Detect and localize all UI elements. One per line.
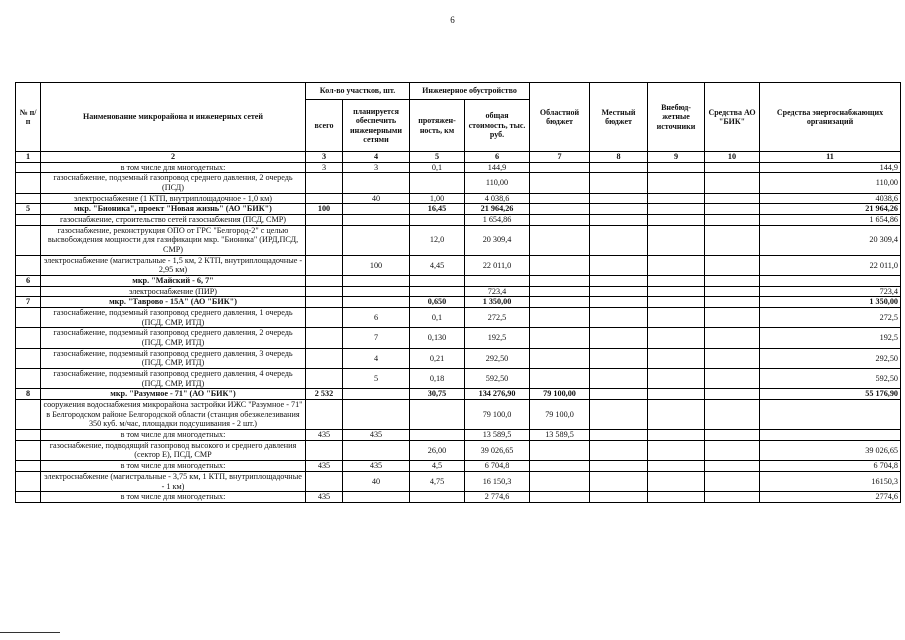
- header-local: Местный бюджет: [590, 83, 648, 152]
- offbudget-cell: [648, 440, 705, 460]
- row-number-cell: [16, 173, 41, 193]
- offbudget-cell: [648, 492, 705, 503]
- regional-budget-cell: [530, 328, 590, 348]
- plots-total-cell: 3: [306, 162, 343, 173]
- bik-funds-cell: [705, 430, 760, 441]
- offbudget-cell: [648, 400, 705, 430]
- row-number-cell: [16, 328, 41, 348]
- plots-total-cell: 435: [306, 461, 343, 472]
- energy-funds-cell: 2774,6: [760, 492, 901, 503]
- row-name-cell: газоснабжение, подземный газопровод среднего давления, 1 очередь (ПСД, СМР, ИТД): [41, 308, 306, 328]
- row-name-cell: газоснабжение, подземный газопровод среднего давления, 3 очередь (ПСД, СМР, ИТД): [41, 348, 306, 368]
- local-budget-cell: [590, 492, 648, 503]
- bik-funds-cell: [705, 255, 760, 275]
- regional-budget-cell: 79 100,00: [530, 389, 590, 400]
- length-cell: 0,1: [410, 162, 465, 173]
- header-offbudget: Внебюд-жетные источники: [648, 83, 705, 152]
- index-cell: 4: [343, 152, 410, 163]
- table-row: [16, 286, 901, 297]
- header-plots-group: Кол-во участков, шт.: [306, 83, 410, 100]
- length-cell: 4,5: [410, 461, 465, 472]
- local-budget-cell: [590, 276, 648, 287]
- offbudget-cell: [648, 193, 705, 204]
- table-body: [16, 152, 901, 503]
- table-row: [16, 440, 901, 460]
- regional-budget-cell: [530, 471, 590, 491]
- plots-total-cell: [306, 193, 343, 204]
- offbudget-cell: [648, 430, 705, 441]
- bik-funds-cell: [705, 173, 760, 193]
- row-name-cell: газоснабжение, подземный газопровод среднего давления, 4 очередь (ПСД, СМР, ИТД): [41, 369, 306, 389]
- row-number-cell: 7: [16, 297, 41, 308]
- cost-cell: 192,5: [465, 328, 530, 348]
- cost-cell: 79 100,0: [465, 400, 530, 430]
- length-cell: [410, 215, 465, 226]
- offbudget-cell: [648, 276, 705, 287]
- table-row: [16, 162, 901, 173]
- local-budget-cell: [590, 225, 648, 255]
- offbudget-cell: [648, 225, 705, 255]
- energy-funds-cell: 144,9: [760, 162, 901, 173]
- length-cell: [410, 492, 465, 503]
- offbudget-cell: [648, 215, 705, 226]
- index-cell: 10: [705, 152, 760, 163]
- regional-budget-cell: [530, 255, 590, 275]
- plots-planned-cell: [343, 286, 410, 297]
- regional-budget-cell: [530, 308, 590, 328]
- row-number-cell: [16, 215, 41, 226]
- bik-funds-cell: [705, 225, 760, 255]
- local-budget-cell: [590, 162, 648, 173]
- regional-budget-cell: [530, 297, 590, 308]
- cost-cell: 272,5: [465, 308, 530, 328]
- local-budget-cell: [590, 389, 648, 400]
- energy-funds-cell: 16150,3: [760, 471, 901, 491]
- plots-total-cell: [306, 328, 343, 348]
- cost-cell: 134 276,90: [465, 389, 530, 400]
- plots-planned-cell: 435: [343, 461, 410, 472]
- length-cell: 30,75: [410, 389, 465, 400]
- offbudget-cell: [648, 173, 705, 193]
- length-cell: 1,00: [410, 193, 465, 204]
- energy-funds-cell: 21 964,26: [760, 204, 901, 215]
- offbudget-cell: [648, 204, 705, 215]
- length-cell: 4,45: [410, 255, 465, 275]
- plots-total-cell: [306, 297, 343, 308]
- length-cell: 0,130: [410, 328, 465, 348]
- table-row: [16, 308, 901, 328]
- table-row: [16, 492, 901, 503]
- header-energy: Средства энергоснабжающих организаций: [760, 83, 901, 152]
- bik-funds-cell: [705, 308, 760, 328]
- local-budget-cell: [590, 193, 648, 204]
- row-name-cell: газоснабжение, подземный газопровод среднего давления, 2 очередь (ПСД, СМР, ИТД): [41, 328, 306, 348]
- regional-budget-cell: [530, 215, 590, 226]
- cost-cell: 4 038,6: [465, 193, 530, 204]
- length-cell: 0,18: [410, 369, 465, 389]
- energy-funds-cell: 592,50: [760, 369, 901, 389]
- row-name-cell: газоснабжение, подводящий газопровод высокого и среднего давления (сектор Е), ПСД, СМР: [41, 440, 306, 460]
- bik-funds-cell: [705, 162, 760, 173]
- row-name-cell: в том числе для многодетных:: [41, 461, 306, 472]
- cost-cell: 110,00: [465, 173, 530, 193]
- regional-budget-cell: [530, 286, 590, 297]
- index-cell: 5: [410, 152, 465, 163]
- index-cell: 3: [306, 152, 343, 163]
- length-cell: [410, 173, 465, 193]
- plots-total-cell: 100: [306, 204, 343, 215]
- cost-cell: 592,50: [465, 369, 530, 389]
- cost-cell: 16 150,3: [465, 471, 530, 491]
- bik-funds-cell: [705, 348, 760, 368]
- cost-cell: 1 654,86: [465, 215, 530, 226]
- local-budget-cell: [590, 328, 648, 348]
- row-name-cell: электроснабжение (1 КТП, внутриплощадочное - 1,0 км): [41, 193, 306, 204]
- table-row: [16, 173, 901, 193]
- bik-funds-cell: [705, 328, 760, 348]
- index-cell: 6: [465, 152, 530, 163]
- header-cost: общая стоимость, тыс. руб.: [465, 100, 530, 152]
- plots-planned-cell: [343, 400, 410, 430]
- plots-planned-cell: 4: [343, 348, 410, 368]
- local-budget-cell: [590, 348, 648, 368]
- local-budget-cell: [590, 215, 648, 226]
- plots-planned-cell: [343, 215, 410, 226]
- regional-budget-cell: 79 100,0: [530, 400, 590, 430]
- row-name-cell: в том числе для многодетных:: [41, 492, 306, 503]
- row-number-cell: 5: [16, 204, 41, 215]
- length-cell: 16,45: [410, 204, 465, 215]
- plots-planned-cell: 100: [343, 255, 410, 275]
- length-cell: 26,00: [410, 440, 465, 460]
- row-number-cell: [16, 162, 41, 173]
- plots-planned-cell: 3: [343, 162, 410, 173]
- local-budget-cell: [590, 286, 648, 297]
- table-row: [16, 461, 901, 472]
- plots-total-cell: 435: [306, 492, 343, 503]
- local-budget-cell: [590, 461, 648, 472]
- table-row: [16, 193, 901, 204]
- footnote-rule: [0, 632, 60, 633]
- energy-funds-cell: 192,5: [760, 328, 901, 348]
- length-cell: [410, 276, 465, 287]
- energy-funds-cell: 110,00: [760, 173, 901, 193]
- bik-funds-cell: [705, 492, 760, 503]
- cost-cell: 39 026,65: [465, 440, 530, 460]
- cost-cell: 723,4: [465, 286, 530, 297]
- cost-cell: 6 704,8: [465, 461, 530, 472]
- length-cell: 0,650: [410, 297, 465, 308]
- energy-funds-cell: 39 026,65: [760, 440, 901, 460]
- table-row: [16, 389, 901, 400]
- local-budget-cell: [590, 440, 648, 460]
- plots-planned-cell: [343, 173, 410, 193]
- cost-cell: 1 350,00: [465, 297, 530, 308]
- table-row: [16, 369, 901, 389]
- cost-cell: 20 309,4: [465, 225, 530, 255]
- energy-funds-cell: 723,4: [760, 286, 901, 297]
- plots-total-cell: 435: [306, 430, 343, 441]
- plots-planned-cell: [343, 297, 410, 308]
- plots-total-cell: [306, 400, 343, 430]
- plots-total-cell: [306, 276, 343, 287]
- plots-planned-cell: [343, 225, 410, 255]
- local-budget-cell: [590, 430, 648, 441]
- local-budget-cell: [590, 369, 648, 389]
- offbudget-cell: [648, 471, 705, 491]
- plots-planned-cell: [343, 440, 410, 460]
- length-cell: 12,0: [410, 225, 465, 255]
- regional-budget-cell: [530, 369, 590, 389]
- plots-total-cell: [306, 286, 343, 297]
- row-name-cell: электроснабжение (ПИР): [41, 286, 306, 297]
- energy-funds-cell: 1 350,00: [760, 297, 901, 308]
- bik-funds-cell: [705, 193, 760, 204]
- header-name: Наименование микрорайона и инженерных сетей: [41, 83, 306, 152]
- row-number-cell: [16, 430, 41, 441]
- row-number-cell: [16, 400, 41, 430]
- table-row: [16, 430, 901, 441]
- cost-cell: 22 011,0: [465, 255, 530, 275]
- energy-funds-cell: 4038,6: [760, 193, 901, 204]
- row-number-cell: [16, 348, 41, 368]
- row-number-cell: [16, 255, 41, 275]
- bik-funds-cell: [705, 286, 760, 297]
- row-name-cell: газоснабжение, подземный газопровод среднего давления, 2 очередь (ПСД): [41, 173, 306, 193]
- plots-total-cell: [306, 471, 343, 491]
- table-row: [16, 348, 901, 368]
- row-number-cell: [16, 440, 41, 460]
- length-cell: 0,21: [410, 348, 465, 368]
- row-name-cell: газоснабжение, реконструкция ОПО от ГРС "Белгород-2" с целью высвобождения мощности для газификации мкр. "Бионика" (ИРД,ПСД, СМР): [41, 225, 306, 255]
- length-cell: [410, 430, 465, 441]
- bik-funds-cell: [705, 297, 760, 308]
- plots-planned-cell: [343, 204, 410, 215]
- plots-total-cell: [306, 173, 343, 193]
- length-cell: [410, 400, 465, 430]
- index-cell: 8: [590, 152, 648, 163]
- cost-cell: 2 774,6: [465, 492, 530, 503]
- local-budget-cell: [590, 308, 648, 328]
- offbudget-cell: [648, 297, 705, 308]
- plots-total-cell: [306, 308, 343, 328]
- plots-total-cell: 2 532: [306, 389, 343, 400]
- row-name-cell: сооружения водоснабжения микрорайона застройки ИЖС "Разумное - 71" в Белгородском районе Белгородской области (станция обезжелезивания 350 куб. м/час, площадки подсушивания - 2 шт.): [41, 400, 306, 430]
- table-row: [16, 400, 901, 430]
- header-regional: Областной бюджет: [530, 83, 590, 152]
- index-cell: 2: [41, 152, 306, 163]
- local-budget-cell: [590, 297, 648, 308]
- header-infra-group: Инженерное обустройство: [410, 83, 530, 100]
- table-row: [16, 297, 901, 308]
- plots-total-cell: [306, 369, 343, 389]
- regional-budget-cell: [530, 440, 590, 460]
- local-budget-cell: [590, 204, 648, 215]
- cost-cell: 292,50: [465, 348, 530, 368]
- row-number-cell: [16, 225, 41, 255]
- table-row: [16, 215, 901, 226]
- cost-cell: 13 589,5: [465, 430, 530, 441]
- row-name-cell: электроснабжение (магистральные - 1,5 км, 2 КТП, внутриплощадочные - 2,95 км): [41, 255, 306, 275]
- plots-total-cell: [306, 440, 343, 460]
- energy-funds-cell: 272,5: [760, 308, 901, 328]
- bik-funds-cell: [705, 369, 760, 389]
- cost-cell: [465, 276, 530, 287]
- energy-funds-cell: [760, 400, 901, 430]
- plots-planned-cell: [343, 276, 410, 287]
- length-cell: 0,1: [410, 308, 465, 328]
- energy-funds-cell: 292,50: [760, 348, 901, 368]
- regional-budget-cell: [530, 204, 590, 215]
- offbudget-cell: [648, 308, 705, 328]
- row-number-cell: [16, 461, 41, 472]
- index-cell: 11: [760, 152, 901, 163]
- local-budget-cell: [590, 255, 648, 275]
- bik-funds-cell: [705, 440, 760, 460]
- regional-budget-cell: [530, 276, 590, 287]
- energy-funds-cell: 1 654,86: [760, 215, 901, 226]
- local-budget-cell: [590, 471, 648, 491]
- regional-budget-cell: [530, 348, 590, 368]
- table-row: [16, 255, 901, 275]
- offbudget-cell: [648, 162, 705, 173]
- local-budget-cell: [590, 173, 648, 193]
- regional-budget-cell: [530, 162, 590, 173]
- plots-planned-cell: 5: [343, 369, 410, 389]
- row-name-cell: в том числе для многодетных:: [41, 430, 306, 441]
- offbudget-cell: [648, 369, 705, 389]
- bik-funds-cell: [705, 389, 760, 400]
- page-number: 6: [450, 15, 455, 25]
- row-number-cell: [16, 308, 41, 328]
- header-length: протяжен-ность, км: [410, 100, 465, 152]
- row-number-cell: [16, 471, 41, 491]
- plots-planned-cell: 40: [343, 193, 410, 204]
- offbudget-cell: [648, 348, 705, 368]
- offbudget-cell: [648, 389, 705, 400]
- plots-total-cell: [306, 215, 343, 226]
- energy-funds-cell: [760, 430, 901, 441]
- header-num: № п/п: [16, 83, 41, 152]
- cost-cell: 21 964,26: [465, 204, 530, 215]
- index-cell: 9: [648, 152, 705, 163]
- table-row: [16, 204, 901, 215]
- row-number-cell: [16, 193, 41, 204]
- row-name-cell: газоснабжение, строительство сетей газоснабжения (ПСД, СМР): [41, 215, 306, 226]
- table-row: [16, 276, 901, 287]
- bik-funds-cell: [705, 276, 760, 287]
- energy-funds-cell: 22 011,0: [760, 255, 901, 275]
- energy-funds-cell: [760, 276, 901, 287]
- local-budget-cell: [590, 400, 648, 430]
- plots-planned-cell: 6: [343, 308, 410, 328]
- regional-budget-cell: 13 589,5: [530, 430, 590, 441]
- plots-planned-cell: 40: [343, 471, 410, 491]
- index-cell: 1: [16, 152, 41, 163]
- regional-budget-cell: [530, 193, 590, 204]
- table-row: [16, 225, 901, 255]
- bik-funds-cell: [705, 461, 760, 472]
- energy-funds-cell: 20 309,4: [760, 225, 901, 255]
- plots-planned-cell: 7: [343, 328, 410, 348]
- index-cell: 7: [530, 152, 590, 163]
- plots-total-cell: [306, 255, 343, 275]
- row-name-cell: электроснабжение (магистральные - 3,75 км, 1 КТП, внутриплощадочные - 1 км): [41, 471, 306, 491]
- offbudget-cell: [648, 255, 705, 275]
- table-row: [16, 328, 901, 348]
- row-name-cell: мкр. "Майский - 6, 7": [41, 276, 306, 287]
- bik-funds-cell: [705, 204, 760, 215]
- length-cell: 4,75: [410, 471, 465, 491]
- cost-cell: 144,9: [465, 162, 530, 173]
- bik-funds-cell: [705, 400, 760, 430]
- offbudget-cell: [648, 286, 705, 297]
- regional-budget-cell: [530, 173, 590, 193]
- offbudget-cell: [648, 328, 705, 348]
- column-index-row: [16, 152, 901, 163]
- row-name-cell: мкр. "Разумное - 71" (АО "БИК"): [41, 389, 306, 400]
- length-cell: [410, 286, 465, 297]
- row-number-cell: [16, 369, 41, 389]
- energy-funds-cell: 55 176,90: [760, 389, 901, 400]
- regional-budget-cell: [530, 461, 590, 472]
- plots-planned-cell: [343, 492, 410, 503]
- plots-total-cell: [306, 348, 343, 368]
- regional-budget-cell: [530, 492, 590, 503]
- header-plots-total: всего: [306, 100, 343, 152]
- plots-total-cell: [306, 225, 343, 255]
- plots-planned-cell: [343, 389, 410, 400]
- row-number-cell: 6: [16, 276, 41, 287]
- plots-planned-cell: 435: [343, 430, 410, 441]
- offbudget-cell: [648, 461, 705, 472]
- bik-funds-cell: [705, 215, 760, 226]
- bik-funds-cell: [705, 471, 760, 491]
- financing-table: [15, 82, 901, 503]
- header-bik: Средства АО "БИК": [705, 83, 760, 152]
- table-row: [16, 471, 901, 491]
- row-number-cell: [16, 492, 41, 503]
- row-number-cell: 8: [16, 389, 41, 400]
- energy-funds-cell: 6 704,8: [760, 461, 901, 472]
- row-number-cell: [16, 286, 41, 297]
- row-name-cell: в том числе для многодетных:: [41, 162, 306, 173]
- regional-budget-cell: [530, 225, 590, 255]
- header-plots-planned: планируется обеспечить инженерными сетями: [343, 100, 410, 152]
- row-name-cell: мкр. "Таврово - 15А" (АО "БИК"): [41, 297, 306, 308]
- row-name-cell: мкр. "Бионика", проект "Новая жизнь" (АО "БИК"): [41, 204, 306, 215]
